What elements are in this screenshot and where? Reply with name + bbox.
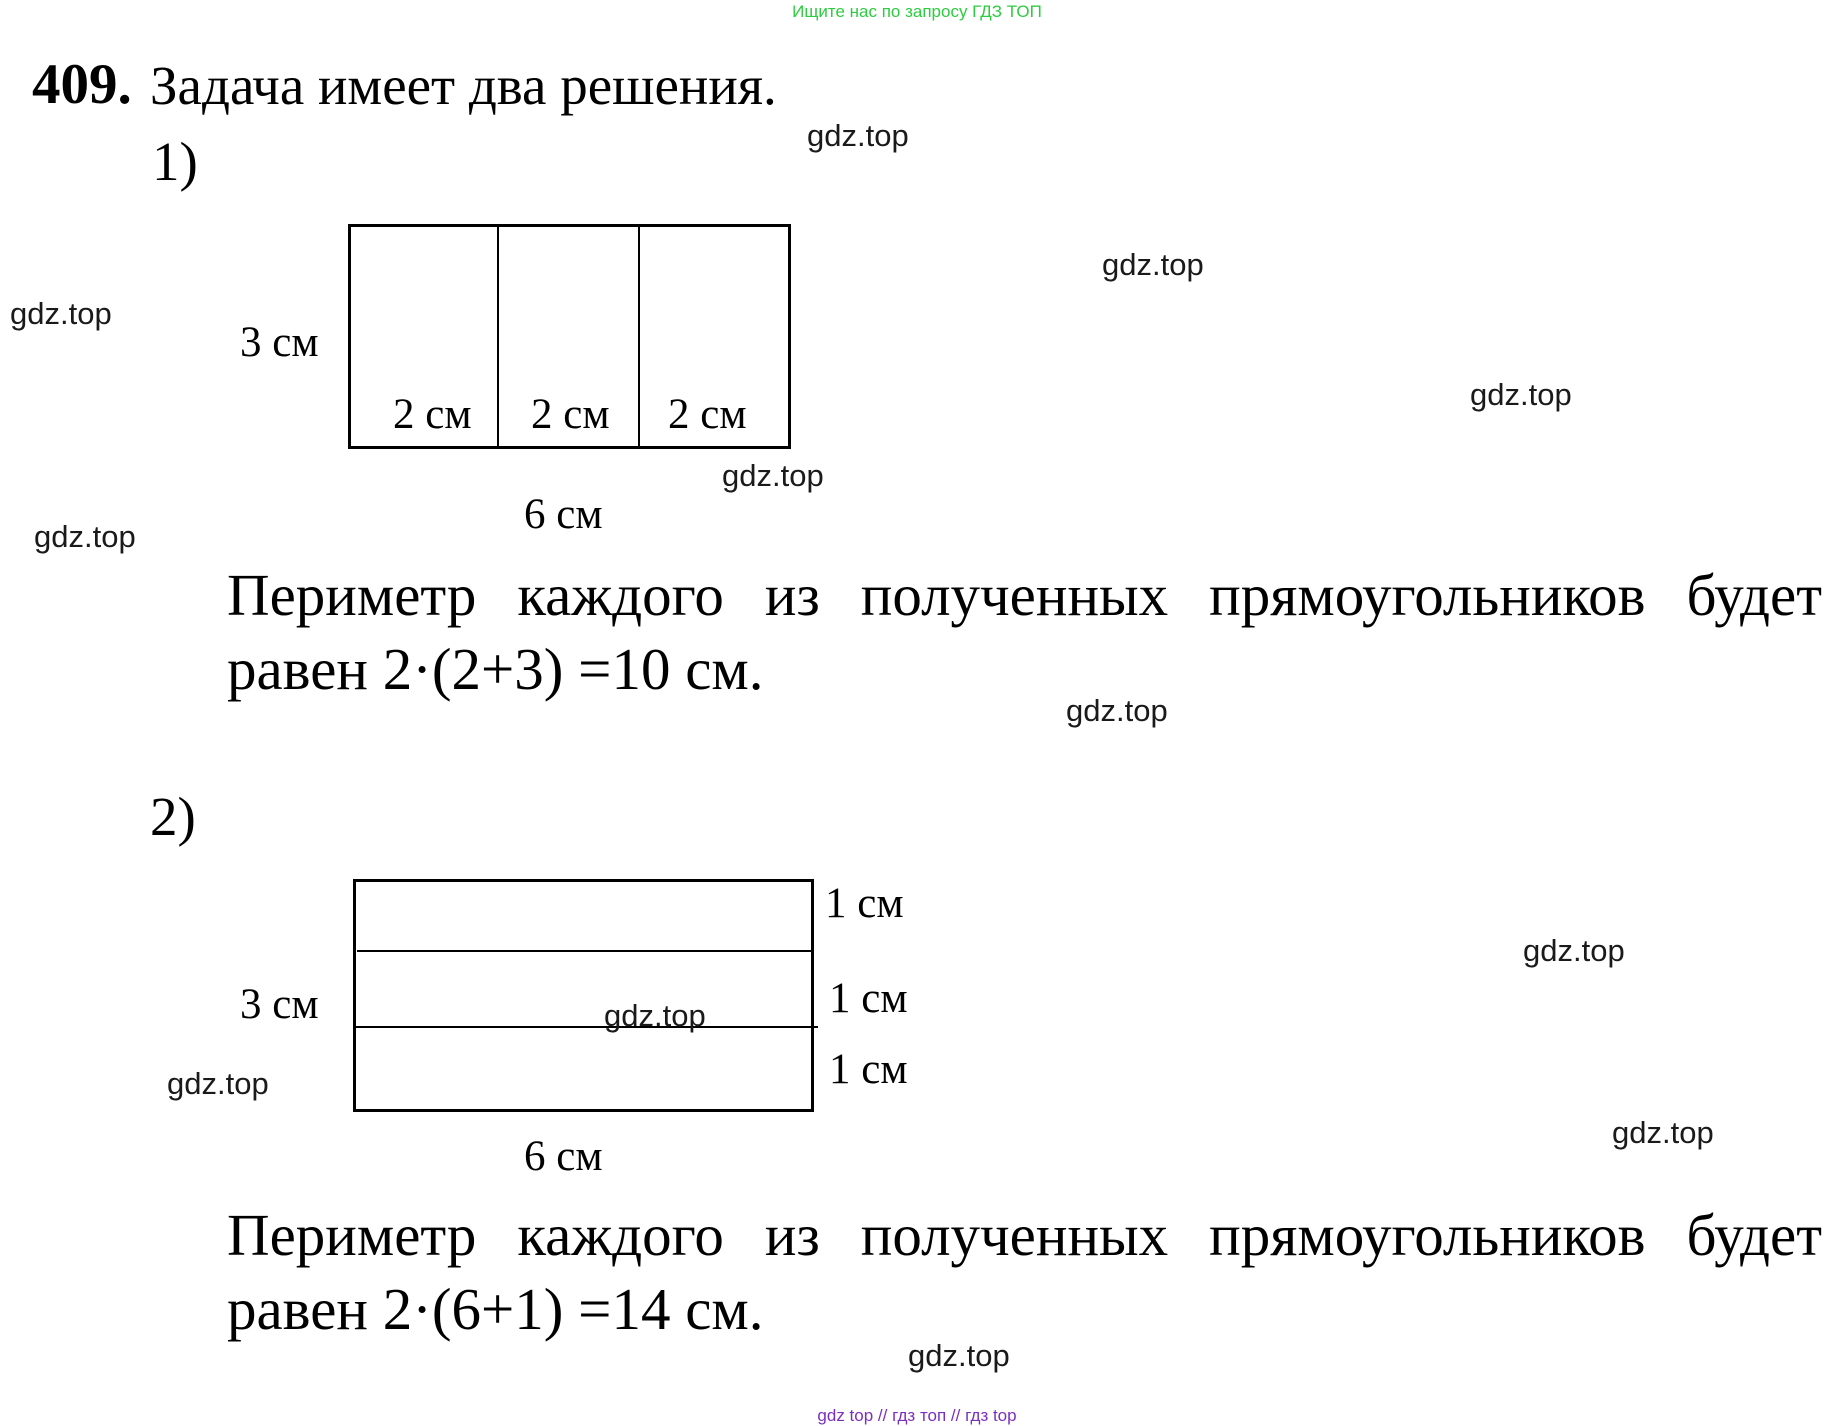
watermark: gdz.top [167, 1066, 269, 1101]
solution-2-text-line-2: равен 2·(6+1) =14 см. [227, 1276, 764, 1342]
divider-line-2 [638, 224, 640, 449]
watermark: gdz.top [908, 1338, 1010, 1373]
solution-2-strip-label-3: 1 см [829, 1046, 908, 1093]
watermark: gdz.top [1523, 933, 1625, 968]
watermark: gdz.top [10, 296, 112, 331]
problem-heading: Задача имеет два решения. [150, 55, 777, 116]
solution-1-segment-label-2: 2 см [531, 391, 610, 438]
watermark: gdz.top [807, 118, 909, 153]
footer-links[interactable]: gdz top // гдз топ // гдз top [817, 1406, 1017, 1425]
solution-1-text-line-1: Периметр каждого из полученных прямоугольников будет [227, 562, 1822, 628]
solution-2-strip-label-2: 1 см [829, 975, 908, 1022]
divider-line-1 [497, 224, 499, 449]
solution-1-text [227, 558, 1822, 706]
solution-2-strip-label-1: 1 см [825, 880, 904, 927]
divider-line-2 [355, 1026, 818, 1028]
solution-1-label: 1) [152, 131, 198, 192]
solution-2-text [227, 1198, 1822, 1346]
watermark: gdz.top [1066, 693, 1168, 728]
solution-1-bottom-label: 6 см [524, 491, 603, 538]
solution-2-figure [353, 879, 814, 1112]
watermark: gdz.top [1102, 247, 1204, 282]
solution-2-label: 2) [150, 786, 196, 847]
solution-1-segment-label-3: 2 см [668, 391, 747, 438]
solution-2-text-line-1: Периметр каждого из полученных прямоугольников будет [227, 1202, 1822, 1268]
solution-2-side-label: 3 см [240, 981, 319, 1028]
watermark: gdz.top [604, 998, 706, 1033]
problem-number: 409. [32, 53, 132, 116]
watermark: gdz.top [722, 458, 824, 493]
solution-1-text-line-2: равен 2·(2+3) =10 см. [227, 636, 764, 702]
solution-1-side-label: 3 см [240, 319, 319, 366]
solution-2-bottom-label: 6 см [524, 1133, 603, 1180]
watermark: gdz.top [1612, 1115, 1714, 1150]
rectangle-outline [353, 879, 814, 1112]
watermark: gdz.top [34, 519, 136, 554]
solution-1-segment-label-1: 2 см [393, 391, 472, 438]
watermark: gdz.top [1470, 377, 1572, 412]
top-banner[interactable]: Ищите нас по запросу ГДЗ ТОП [792, 2, 1042, 21]
divider-line-1 [357, 950, 814, 952]
